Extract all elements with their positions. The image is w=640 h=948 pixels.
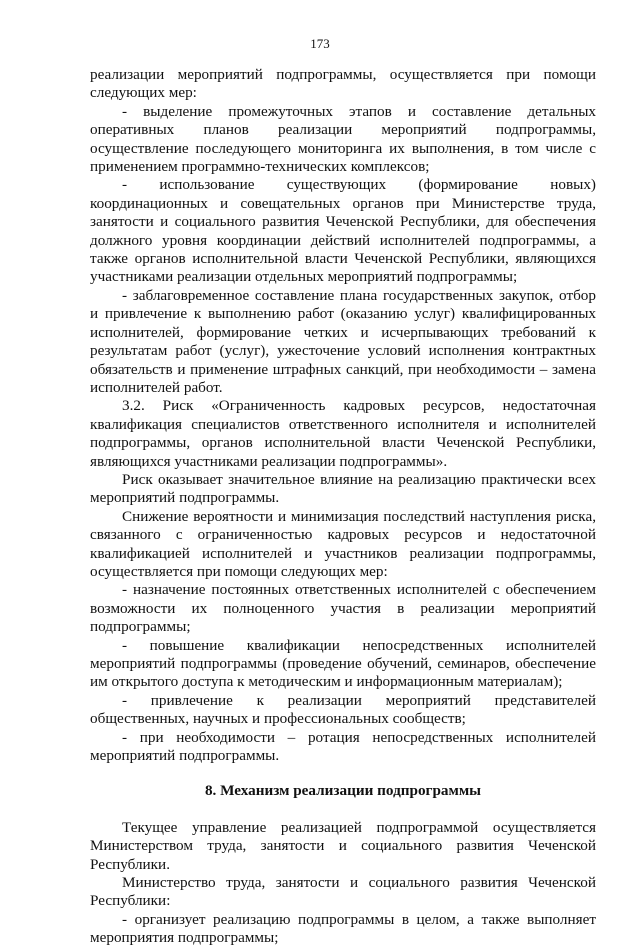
list-item: - при необходимости – ротация непосредственных исполнителей мероприятий подпрограммы. bbox=[90, 728, 596, 765]
list-item: - использование существующих (формирование новых) координационных и совещательных органов при Министерстве труда, занятости и социального развития Чеченской Республики, для обеспечения должного уровня координации действий исполнителей подпрограммы, а также органов исполнительной власти Чеченской Республики, являющихся участниками реализации отдельных мероприятий подпрограммы; bbox=[90, 176, 596, 286]
paragraph: 3.2. Риск «Ограниченность кадровых ресурсов, недостаточная квалификация специалистов ответственного исполнителя и исполнителей подпрограммы, органов исполнительной власти Чеченской Республики, являющихся участниками реализации подпрограммы». bbox=[90, 397, 596, 470]
section-heading: 8. Механизм реализации подпрограммы bbox=[204, 782, 482, 800]
list-item: - привлечение к реализации мероприятий представителей общественных, научных и профессиональных сообществ; bbox=[90, 691, 596, 728]
paragraph: реализации мероприятий подпрограммы, осуществляется при помощи следующих мер: bbox=[90, 66, 596, 102]
paragraph: Текущее управление реализацией подпрограммой осуществляется Министерством труда, занятости и социального развития Чеченской Республики. bbox=[90, 818, 596, 873]
paragraph: Риск оказывает значительное влияние на реализацию практически всех мероприятий подпрограммы. bbox=[90, 470, 596, 507]
list-item: - заблаговременное составление плана государственных закупок, отбор и привлечение к выполнению работ (оказанию услуг) квалифицированных исполнителей, формирование четких и исчерпывающих требований к результатам работ (услуг), ужесточение условий исполнения контрактных обязательств и применение штрафных санкций, при необходимости – замена исполнителей работ. bbox=[90, 286, 596, 396]
list-item: - выделение промежуточных этапов и составление детальных оперативных планов реализации мероприятий подпрограммы, осуществление последующего мониторинга их выполнения, в том числе с применением программно-технических комплексов; bbox=[90, 102, 596, 176]
list-item: - организует реализацию подпрограммы в целом, а также выполняет мероприятия подпрограммы; bbox=[90, 910, 596, 947]
page-content bbox=[90, 66, 596, 948]
list-item: - назначение постоянных ответственных исполнителей с обеспечением возможности их полноценного участия в реализации мероприятий подпрограммы; bbox=[90, 581, 596, 636]
paragraph: Снижение вероятности и минимизация последствий наступления риска, связанного с ограниченностью кадровых ресурсов и недостаточной квалификацией исполнителей и участников реализации подпрограммы, осуществляется при помощи следующих мер: bbox=[90, 507, 596, 580]
paragraph: Министерство труда, занятости и социального развития Чеченской Республики: bbox=[90, 874, 596, 910]
list-item: - повышение квалификации непосредственных исполнителей мероприятий подпрограммы (проведение обучений, семинаров, обеспечение им открытого доступа к методическим и информационным материалам); bbox=[90, 636, 596, 691]
page-number: 173 bbox=[310, 36, 330, 51]
